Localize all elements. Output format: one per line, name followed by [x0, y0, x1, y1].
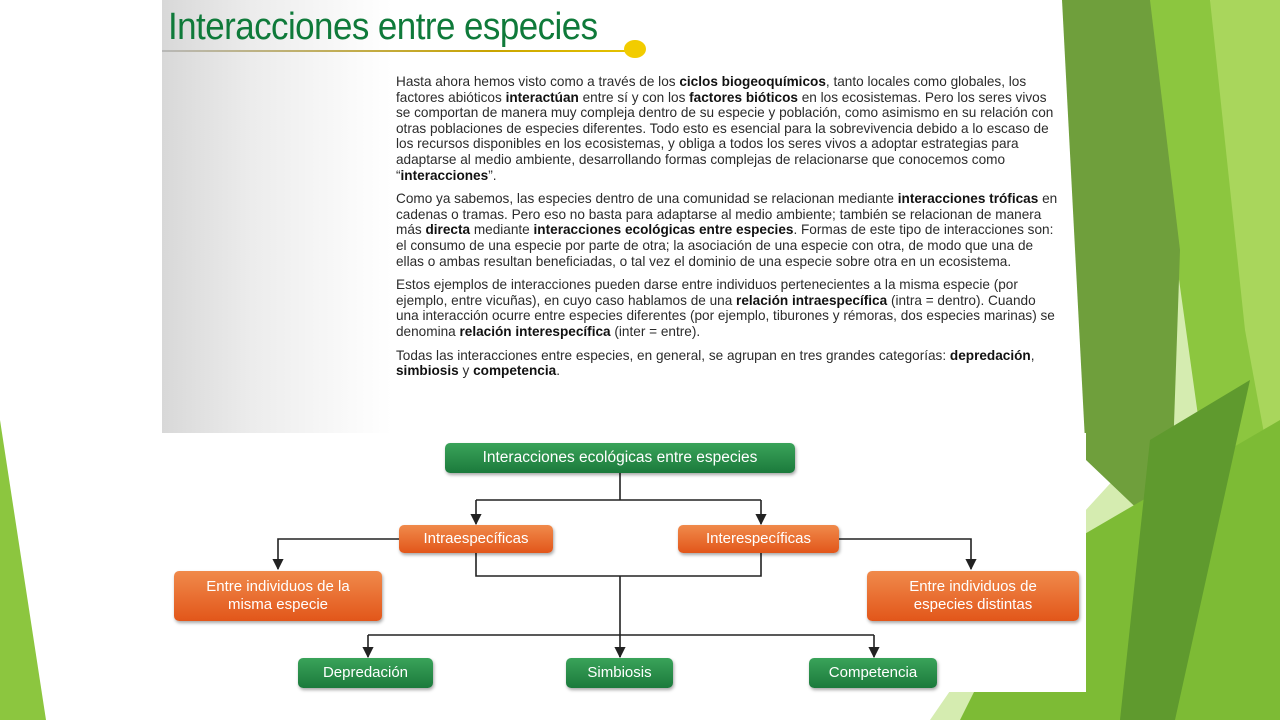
bold-term: interacciones tróficas: [897, 191, 1039, 207]
text-run: .: [556, 363, 560, 379]
text-run: Hasta ahora hemos visto como a través de los: [396, 74, 680, 89]
text-run: entre sí y con los: [578, 89, 690, 105]
body-text: [396, 74, 1058, 387]
paragraph: [396, 277, 1058, 339]
text-run: (intra = dentro). Cuando una interacción ocurre entre especies diferentes (por ejemplo, tiburones y rémoras, dos especies marinas) se denomina: [396, 292, 1055, 339]
depredacion-node: Depredación: [298, 658, 433, 688]
bold-term: ciclos biogeoquímicos: [679, 74, 826, 89]
bold-term: interacciones ecológicas entre especies: [533, 222, 794, 238]
text-run: . Formas de este tipo de interacciones son: el consumo de una especie por parte de otra; la asociación de una especie con otra, de modo que una de ellas o ambas resultan beneficiadas, o tal vez el dominio de una especie sobre otra en un ecosistema.: [396, 222, 1054, 269]
simbiosis-node: Simbiosis: [566, 658, 673, 688]
bold-term: interactúan: [505, 89, 579, 105]
interspecific-node: Interespecíficas: [678, 525, 839, 553]
interspecific-description-node: Entre individuos de especies distintas: [867, 571, 1079, 621]
text-run: Como ya sabemos, las especies dentro de una comunidad se relacionan mediante: [396, 191, 898, 207]
connector-root-split: [476, 473, 761, 500]
diagram-panel: [162, 433, 1086, 692]
text-run: y: [458, 363, 474, 379]
root-node: Interacciones ecológicas entre especies: [445, 443, 795, 473]
text-run: ”.: [488, 167, 497, 183]
paragraph: [396, 74, 1058, 183]
text-run: mediante: [470, 222, 534, 238]
text-run: , tanto locales como globales, los factores abióticos: [396, 74, 1027, 105]
text-run: en cadenas o tramas. Pero eso no basta para adaptarse al medio ambiente; también se relacionan de manera más: [396, 191, 1058, 238]
paragraph: [396, 191, 1058, 269]
arrow-to-intra-desc: [278, 539, 399, 569]
connector-categories-merge: [476, 553, 761, 657]
text-run: Estos ejemplos de interacciones pueden darse entre individuos pertenecientes a la misma especie (por ejemplo, entre vicuñas), en cuyo caso hablamos de una: [396, 277, 1018, 308]
text-run: ,: [1030, 347, 1035, 363]
competencia-node: Competencia: [809, 658, 937, 688]
title-underline: [162, 50, 632, 52]
bold-term: simbiosis: [396, 363, 459, 379]
text-run: en los ecosistemas. Pero los seres vivos se comportan de manera muy compleja dentro de su especie y población, como asimismo en su relación con otras poblaciones de especies diferentes. Todo esto es esencial para la sobrevivencia debido a lo escaso de los recursos disponibles en los ecosistemas, y obliga a todos los seres vivos a adoptar estrategias para adaptarse al medio ambiente, desarrollando formas complejas de relacionarse que conocemos como “: [396, 89, 1054, 183]
paragraph: [396, 348, 1058, 379]
intraspecific-description-node: Entre individuos de la misma especie: [174, 571, 382, 621]
intraspecific-node: Intraespecíficas: [399, 525, 553, 553]
title-dot-decoration: [624, 40, 646, 58]
arrow-to-inter-desc: [839, 539, 971, 569]
bold-term: directa: [425, 222, 471, 238]
bold-term: competencia: [473, 363, 557, 379]
bold-term: depredación: [949, 347, 1031, 363]
page-title: Interacciones entre especies: [168, 6, 598, 48]
text-panel: [162, 0, 1062, 433]
bold-term: interacciones: [400, 167, 489, 183]
bold-term: relación intraespecífica: [736, 292, 888, 308]
bold-term: factores bióticos: [689, 89, 798, 105]
text-run: (inter = entre).: [610, 323, 701, 339]
text-run: Todas las interacciones entre especies, en general, se agrupan en tres grandes categorías:: [396, 347, 950, 363]
left-green-shard: [0, 420, 46, 720]
bold-term: relación interespecífica: [459, 323, 611, 339]
